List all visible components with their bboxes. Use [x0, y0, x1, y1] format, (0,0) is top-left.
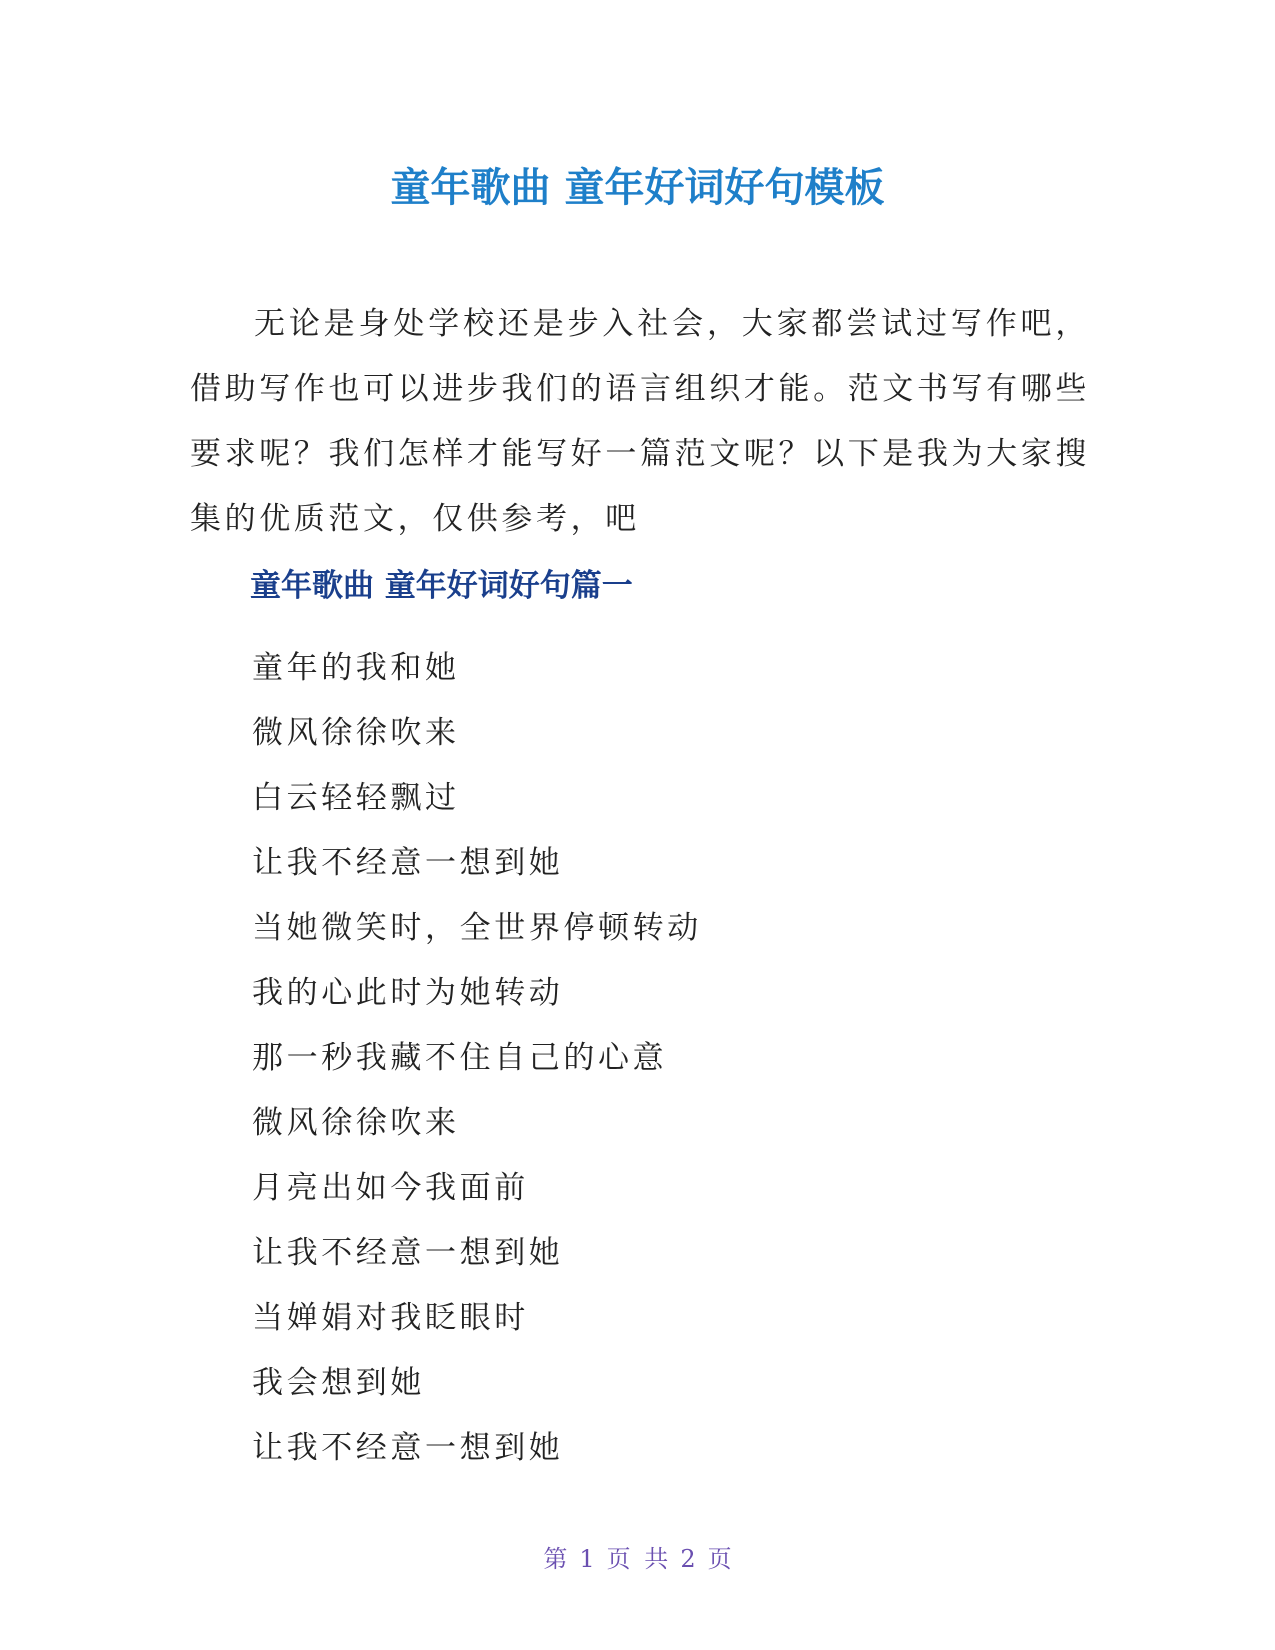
section-heading: 童年歌曲 童年好词好句篇一: [250, 568, 633, 604]
lyric-line: 当她微笑时，全世界停顿转动: [252, 910, 702, 946]
lyric-line: 当婵娟对我眨眼时: [252, 1300, 529, 1336]
lyric-line: 那一秒我藏不住自己的心意: [252, 1040, 668, 1076]
lyric-line: 让我不经意一想到她: [252, 845, 564, 881]
lyric-line: 让我不经意一想到她: [252, 1430, 564, 1466]
lyric-line: 我会想到她: [252, 1365, 425, 1401]
footer-page-prefix: 第: [543, 1545, 568, 1573]
page-footer: [0, 1543, 1275, 1575]
lyric-line: 让我不经意一想到她: [252, 1235, 564, 1271]
intro-paragraph: 无论是身处学校还是步入社会，大家都尝试过写作吧，借助写作也可以进步我们的语言组织才能。范文书写有哪些要求呢？我们怎样才能写好一篇范文呢？以下是我为大家搜集的优质范文，仅供参考，吧: [190, 306, 1090, 537]
footer-page-total: 2: [680, 1545, 696, 1573]
footer-page-suffix: 页: [707, 1545, 732, 1573]
document-title: 童年歌曲 童年好词好句模板: [390, 165, 885, 211]
lyric-line: 微风徐徐吹来: [252, 715, 460, 751]
lyrics-list: [252, 636, 702, 1481]
lyric-line: 我的心此时为她转动: [252, 975, 564, 1011]
footer-page-mid: 页 共: [606, 1545, 669, 1573]
lyric-line: 微风徐徐吹来: [252, 1105, 460, 1141]
footer-page-number: 1: [579, 1545, 595, 1573]
lyric-line: 白云轻轻飘过: [252, 780, 460, 816]
lyric-line: 月亮出如今我面前: [252, 1170, 529, 1206]
lyric-line: 童年的我和她: [252, 650, 460, 686]
